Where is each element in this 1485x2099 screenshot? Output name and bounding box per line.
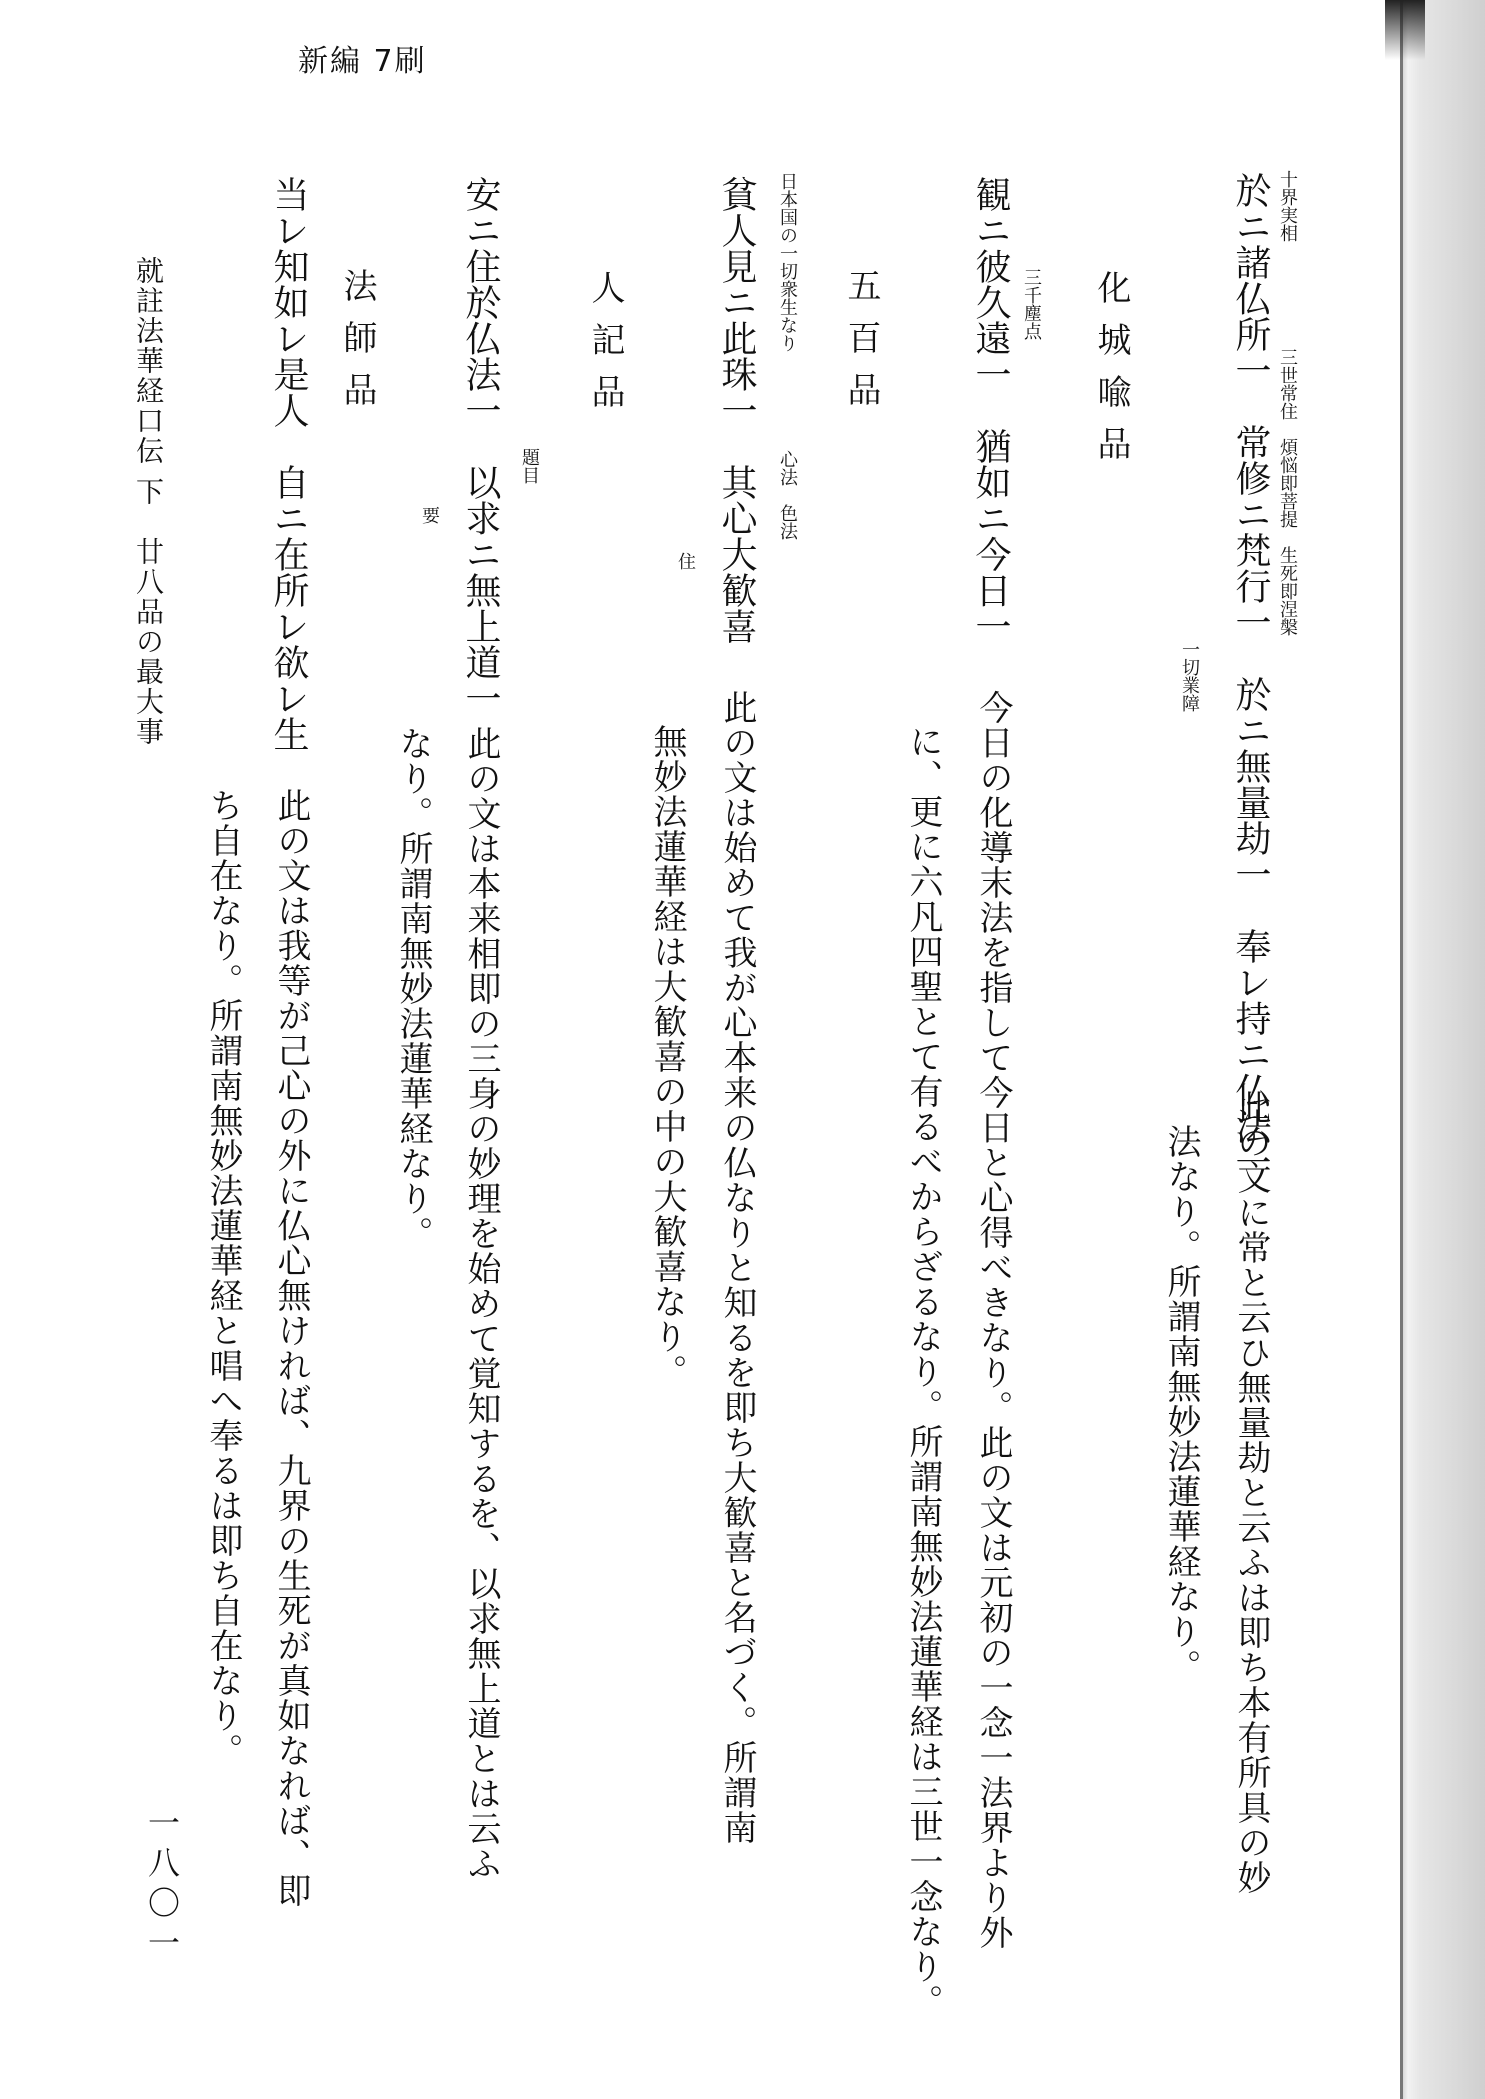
sutra-verse-intro: 於ニ諸仏所一 常修ニ梵行一 於ニ無量劫一 奉レ持ニ仏法一: [1230, 172, 1271, 1180]
gloss-jikkai-jisso: 十界実相: [1277, 170, 1298, 242]
sutra-verse-gohyaku: 貧人見ニ此珠一 其心大歓喜: [716, 176, 757, 644]
page-number: 一八〇一: [143, 1806, 181, 1966]
scan-corner-shadow: [1385, 0, 1425, 60]
gloss-sanze-joju: 三世常住 煩悩即菩提 生死即涅槃: [1277, 348, 1298, 636]
commentary-hosshi-line-1: 此の文は我等が己心の外に仏心無ければ、九界の生死が真如なれば、即: [271, 788, 311, 1908]
commentary-kejoyu-line-2: に、更に六凡四聖とて有るべからざるなり。所謂南無妙法蓮華経は三世一念なり。: [903, 724, 943, 2019]
running-footer-title: 就註法華経口伝 下 廿八品の最大事: [132, 256, 165, 747]
chapter-heading-gohyaku: 五百品: [841, 268, 881, 424]
page-edge-shadow: [1400, 0, 1485, 2099]
gloss-shinpo-shikiho: 心法 色法: [777, 450, 798, 540]
chapter-heading-hosshi: 法師品: [337, 268, 377, 424]
chapter-heading-kejoyu: 化城喩品: [1091, 270, 1131, 478]
commentary-ninki-line-1: 此の文は本来相即の三身の妙理を始めて覚知するを、以求無上道とは云ふ: [461, 726, 501, 1881]
sutra-verse-kejoyu: 観ニ彼久遠一 猶如ニ今日一: [970, 176, 1011, 644]
sutra-verse-ninki: 安ニ住於仏法一 以求ニ無上道一: [460, 176, 501, 716]
commentary-intro-line-2: 法なり。所謂南無妙法蓮華経なり。: [1161, 1124, 1201, 1684]
commentary-hosshi-line-2: ち自在なり。所謂南無妙法蓮華経と唱へ奉るは即ち自在なり。: [203, 788, 243, 1768]
gloss-sanzen-jinten: 三千塵点: [1021, 268, 1042, 340]
commentary-intro-line-1: 此の文に常と云ひ無量劫と云ふは即ち本有所具の妙: [1231, 1090, 1271, 1895]
chapter-heading-ninki: 人記品: [585, 270, 625, 426]
commentary-gohyaku-line-1: 此の文は始めて我が心本来の仏なりと知るを即ち大歓喜と名づく。所謂南: [717, 690, 757, 1845]
print-edition-label: 新編 7刷: [298, 44, 427, 79]
commentary-gohyaku-line-2: 無妙法蓮華経は大歓喜の中の大歓喜なり。: [647, 724, 687, 1389]
gloss-issai-gossho: 一切業障: [1179, 640, 1200, 712]
gloss-daimoku: 題目: [519, 448, 540, 484]
sutra-verse-hosshi: 当レ知如レ是人 自ニ在所レ欲レ生: [268, 176, 309, 752]
commentary-kejoyu-line-1: 今日の化導末法を指して今日と心得べきなり。此の文は元初の一念一法界より外: [973, 690, 1013, 1950]
gloss-ju: 住: [675, 552, 696, 570]
commentary-ninki-line-2: なり。所謂南無妙法蓮華経なり。: [393, 726, 433, 1251]
gloss-nihonkoku: 日本国の一切衆生なり: [777, 172, 798, 352]
gloss-yo: 要: [419, 506, 440, 524]
